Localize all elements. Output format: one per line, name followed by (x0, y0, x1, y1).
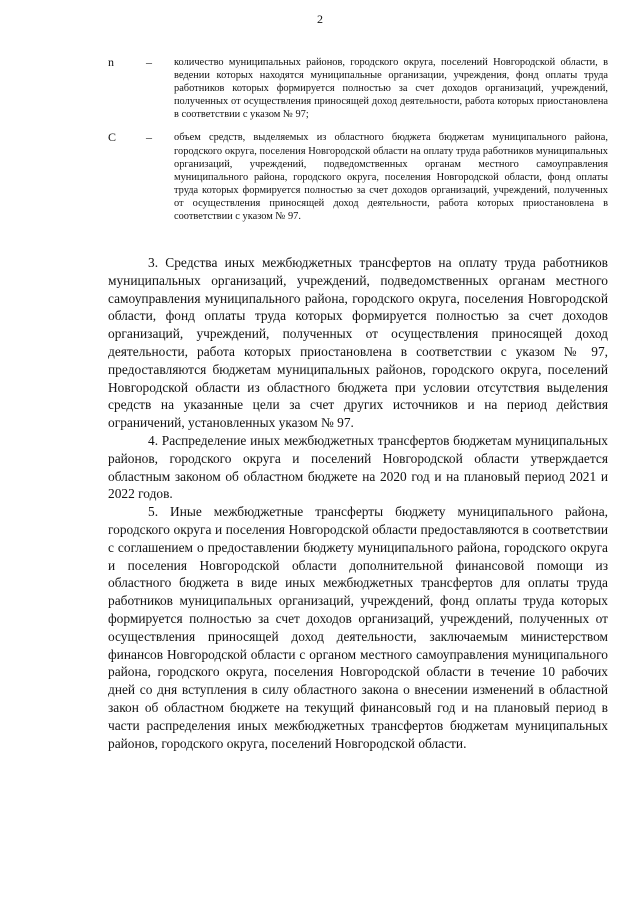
paragraph-5: 5. Иные межбюджетные трансферты бюджету муниципального района, городского округа и поселения Новгородской области предоставляются в соответствии с соглашением о предоставлении бюджету муниципального района, городского округа и поселения Новгородской области дополнительной финансовой помощи из областного бюджета в виде иных межбюджетных трансфертов для оплаты труда работников муниципальных организаций, учреждений, фонд оплаты труда которых формируется полностью за счет доходов организаций, учреждений, полученных от осуществления приносящей доход деятельности, заключаемым министерством финансов Новгородской области с органом местного самоуправления муниципального района, городского округа, поселения Новгородской области в течение 10 рабочих дней со дня вступления в силу областного закона о внесении изменений в областной закон об областном бюджете на текущий финансовый год и на плановый период в части распределения иных межбюджетных трансфертов бюджетам муниципальных районов, городского округа, поселений Новгородской области. (108, 504, 608, 751)
document-body (108, 254, 608, 752)
definition-text: объем средств, выделяемых из областного бюджета бюджетам муниципального района, городского округа, поселения Новгородской области на оплату труда работников муниципальных организаций, учреждений, подведомственных органам местного самоуправления муниципального района, городского округа, поселения Новгородской области, фонд оплаты труда которых формируется полностью за счет доходов организаций, учреждений, полученных от осуществления приносящей доход деятельности, работа которых приостановлена в соответствии с указом № 97. (174, 132, 608, 223)
page-number: 2 (317, 12, 323, 26)
definition-item (108, 131, 608, 223)
definition-symbol: n (108, 55, 114, 69)
definitions-list (108, 56, 608, 233)
definition-dash: – (146, 55, 152, 69)
definition-symbol: C (108, 130, 117, 145)
definition-item (108, 56, 608, 121)
definition-text: количество муниципальных районов, городского округа, поселений Новгородской области, в ведении которых находятся муниципальные организации, учреждения, фонд оплаты труда работников которых формируется полностью за счет доходов организаций, учреждений, полученных от осуществления приносящей доход деятельности, работа которых приостановлена в соответствии с указом № 97; (174, 57, 608, 121)
definition-dash: – (146, 130, 152, 145)
paragraph-3: 3. Средства иных межбюджетных трансфертов на оплату труда работников муниципальных организаций, учреждений, подведомственных органам местного самоуправления муниципального района, городского округа, поселения Новгородской области, фонд оплаты труда которых формируется полностью за счет доходов организаций, учреждений, полученных от осуществления приносящей доход деятельности, работа которых приостановлена в соответствии с указом № 97, предоставляются бюджетам муниципальных районов, городского округа, поселений Новгородской области из областного бюджета при условии отсутствия выделения средств на указанные цели за счет других источников и на период действия ограничений, установленных указом № 97. (108, 255, 608, 431)
paragraph-4: 4. Распределение иных межбюджетных трансфертов бюджетам муниципальных районов, городского округа и поселений Новгородской области утверждается областным законом об областном бюджете на 2020 год и на плановый период 2021 и 2022 годов. (108, 432, 608, 502)
